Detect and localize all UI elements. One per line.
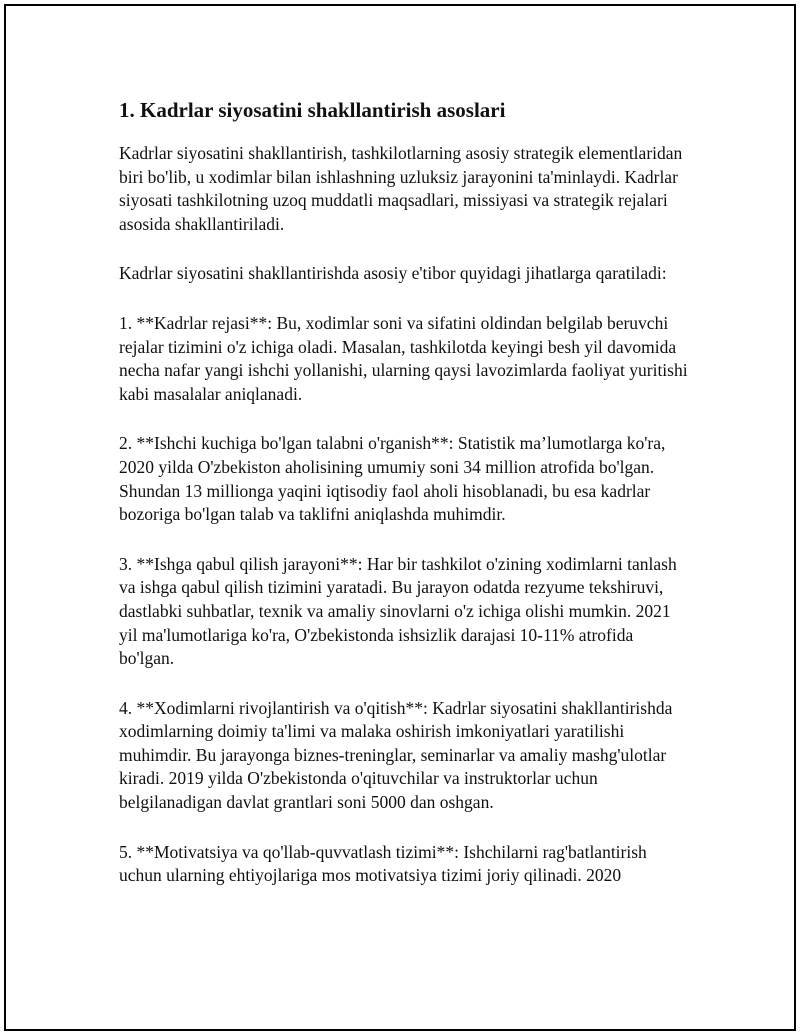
list-item-personnel-plan: 1. **Kadrlar rejasi**: Bu, xodimlar soni va sifatini oldindan belgilab beruvchi rejalar tizimini o'z ichiga oladi. Masalan, tashkilotda keyingi besh yil davomida necha nafar yangi ishchi yollanishi, ularning qaysi lavozimlarda faoliyat yuritishi kabi masalalar aniqlanadi.: [119, 312, 688, 404]
list-item-staff-development: 4. **Xodimlarni rivojlantirish va o'qitish**: Kadrlar siyosatini shakllantirishda xodimlarning doimiy ta'limi va malaka oshirish imkoniyatlari yaratilishi muhimdir. Bu jarayonga biznes-treninglar, seminarlar va amaliy mashg'ulotlar kiradi. 2019 yilda O'zbekistonda o'qituvchilar va instruktorlar uchun belgilanadigan davlat grantlari soni 5000 dan oshgan.: [119, 697, 673, 813]
list-item-hiring-process: 3. **Ishga qabul qilish jarayoni**: Har bir tashkilot o'zining xodimlarni tanlash va ishga qabul qilish tizimini yaratadi. Bu jarayon odatda rezyume tekshiruvi, dastlabki suhbatlar, texnik va amaliy sinovlarni o'z ichiga olishi mumkin. 2021 yil ma'lumotlariga ko'ra, O'zbekistonda ishsizlik darajasi 10-11% atrofida bo'lgan.: [119, 553, 677, 669]
document-body: [119, 94, 691, 914]
document-page: [4, 4, 796, 1031]
intro-paragraph: Kadrlar siyosatini shakllantirish, tashkilotlarning asosiy strategik elementlaridan biri bo'lib, u xodimlar bilan ishlashning uzluksiz jarayonini ta'minlaydi. Kadrlar siyosati tashkilotning uzoq muddatli maqsadlari, missiyasi va strategik rejalari asosida shakllantiriladi.: [119, 143, 683, 234]
focus-paragraph: Kadrlar siyosatini shakllantirishda asosiy e'tibor quyidagi jihatlarga qaratiladi:: [119, 263, 667, 284]
list-item-motivation-system: 5. **Motivatsiya va qo'llab-quvvatlash tizimi**: Ishchilarni rag'batlantirish uchun ularning ehtiyojlariga mos motivatsiya tizimi joriy qilinadi. 2020: [119, 841, 647, 886]
document-title: 1. Kadrlar siyosatini shakllantirish asoslari: [119, 98, 506, 122]
list-item-labor-demand: 2. **Ishchi kuchiga bo'lgan talabni o'rganish**: Statistik ma’lumotlarga ko'ra, 2020 yilda O'zbekiston aholisining umumiy soni 34 million atrofida bo'lgan. Shundan 13 millionga yaqini iqtisodiy faol aholi hisoblanadi, bu esa kadrlar bozoriga bo'lgan talab va taklifni aniqlashda muhimdir.: [119, 433, 666, 525]
